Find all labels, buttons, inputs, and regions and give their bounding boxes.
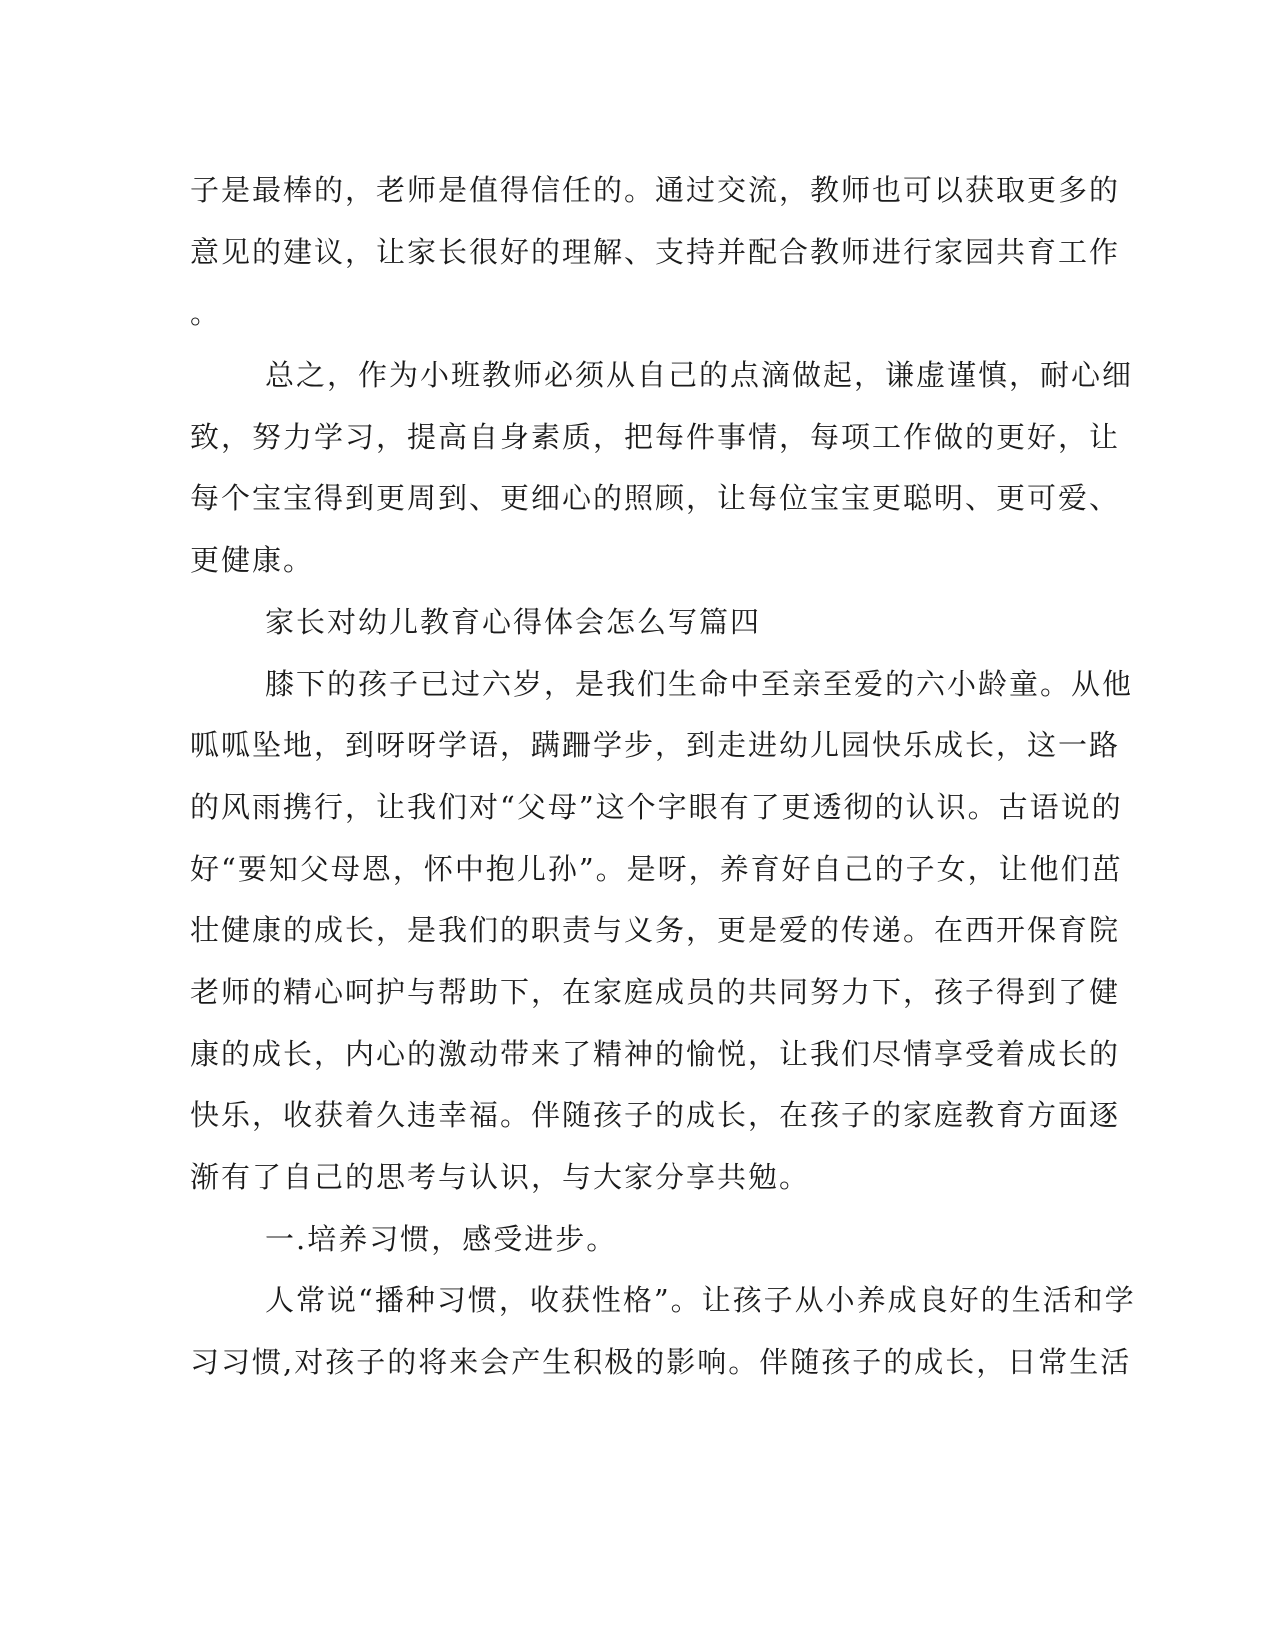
text-line: 每个宝宝得到更周到、更细心的照顾，让每位宝宝更聪明、更可爱、 — [190, 481, 1121, 516]
text-line: 习习惯,对孩子的将来会产生积极的影响。伴随孩子的成长，日常生活 — [190, 1345, 1132, 1380]
body-text — [190, 160, 1136, 1394]
text-line: 。 — [190, 296, 222, 331]
text-line: 意见的建议，让家长很好的理解、支持并配合教师进行家园共育工作 — [190, 234, 1121, 269]
text-line: 渐有了自己的思考与认识，与大家分享共勉。 — [190, 1160, 811, 1194]
text-line: 致，努力学习，提高自身素质，把每件事情，每项工作做的更好，让 — [190, 419, 1121, 454]
text-line: 快乐，收获着久违幸福。伴随孩子的成长，在孩子的家庭教育方面逐 — [190, 1098, 1121, 1133]
text-line: 子是最棒的，老师是值得信任的。通过交流，教师也可以获取更多的 — [190, 173, 1121, 207]
text-line: 康的成长，内心的激动带来了精神的愉悦，让我们尽情享受着成长的 — [190, 1036, 1121, 1071]
text-line: 壮健康的成长，是我们的职责与义务，更是爱的传递。在西开保育院 — [190, 913, 1121, 948]
text-line: 呱呱坠地，到呀呀学语，蹒跚学步，到走进幼儿园快乐成长，这一路 — [190, 728, 1121, 763]
text-line: 的风雨携行，让我们对“父母”这个字眼有了更透彻的认识。古语说的 — [190, 789, 1123, 824]
text-line: 更健康。 — [190, 543, 315, 578]
section-heading: 家长对幼儿教育心得体会怎么写篇四 — [265, 604, 762, 639]
text-line: 总之，作为小班教师必须从自己的点滴做起，谦虚谨慎，耐心细 — [265, 358, 1134, 393]
text-line: 膝下的孩子已过六岁，是我们生命中至亲至爱的六小龄童。从他 — [265, 666, 1134, 701]
text-line: 人常说“播种习惯，收获性格”。让孩子从小养成良好的生活和学 — [265, 1283, 1136, 1318]
text-line: 老师的精心呵护与帮助下，在家庭成员的共同努力下，孩子得到了健 — [190, 974, 1121, 1009]
subsection-heading: 一.培养习惯，感受进步。 — [265, 1221, 618, 1256]
text-line: 好“要知父母恩，怀中抱儿孙”。是呀，养育好自己的子女，让他们茁 — [190, 851, 1123, 886]
